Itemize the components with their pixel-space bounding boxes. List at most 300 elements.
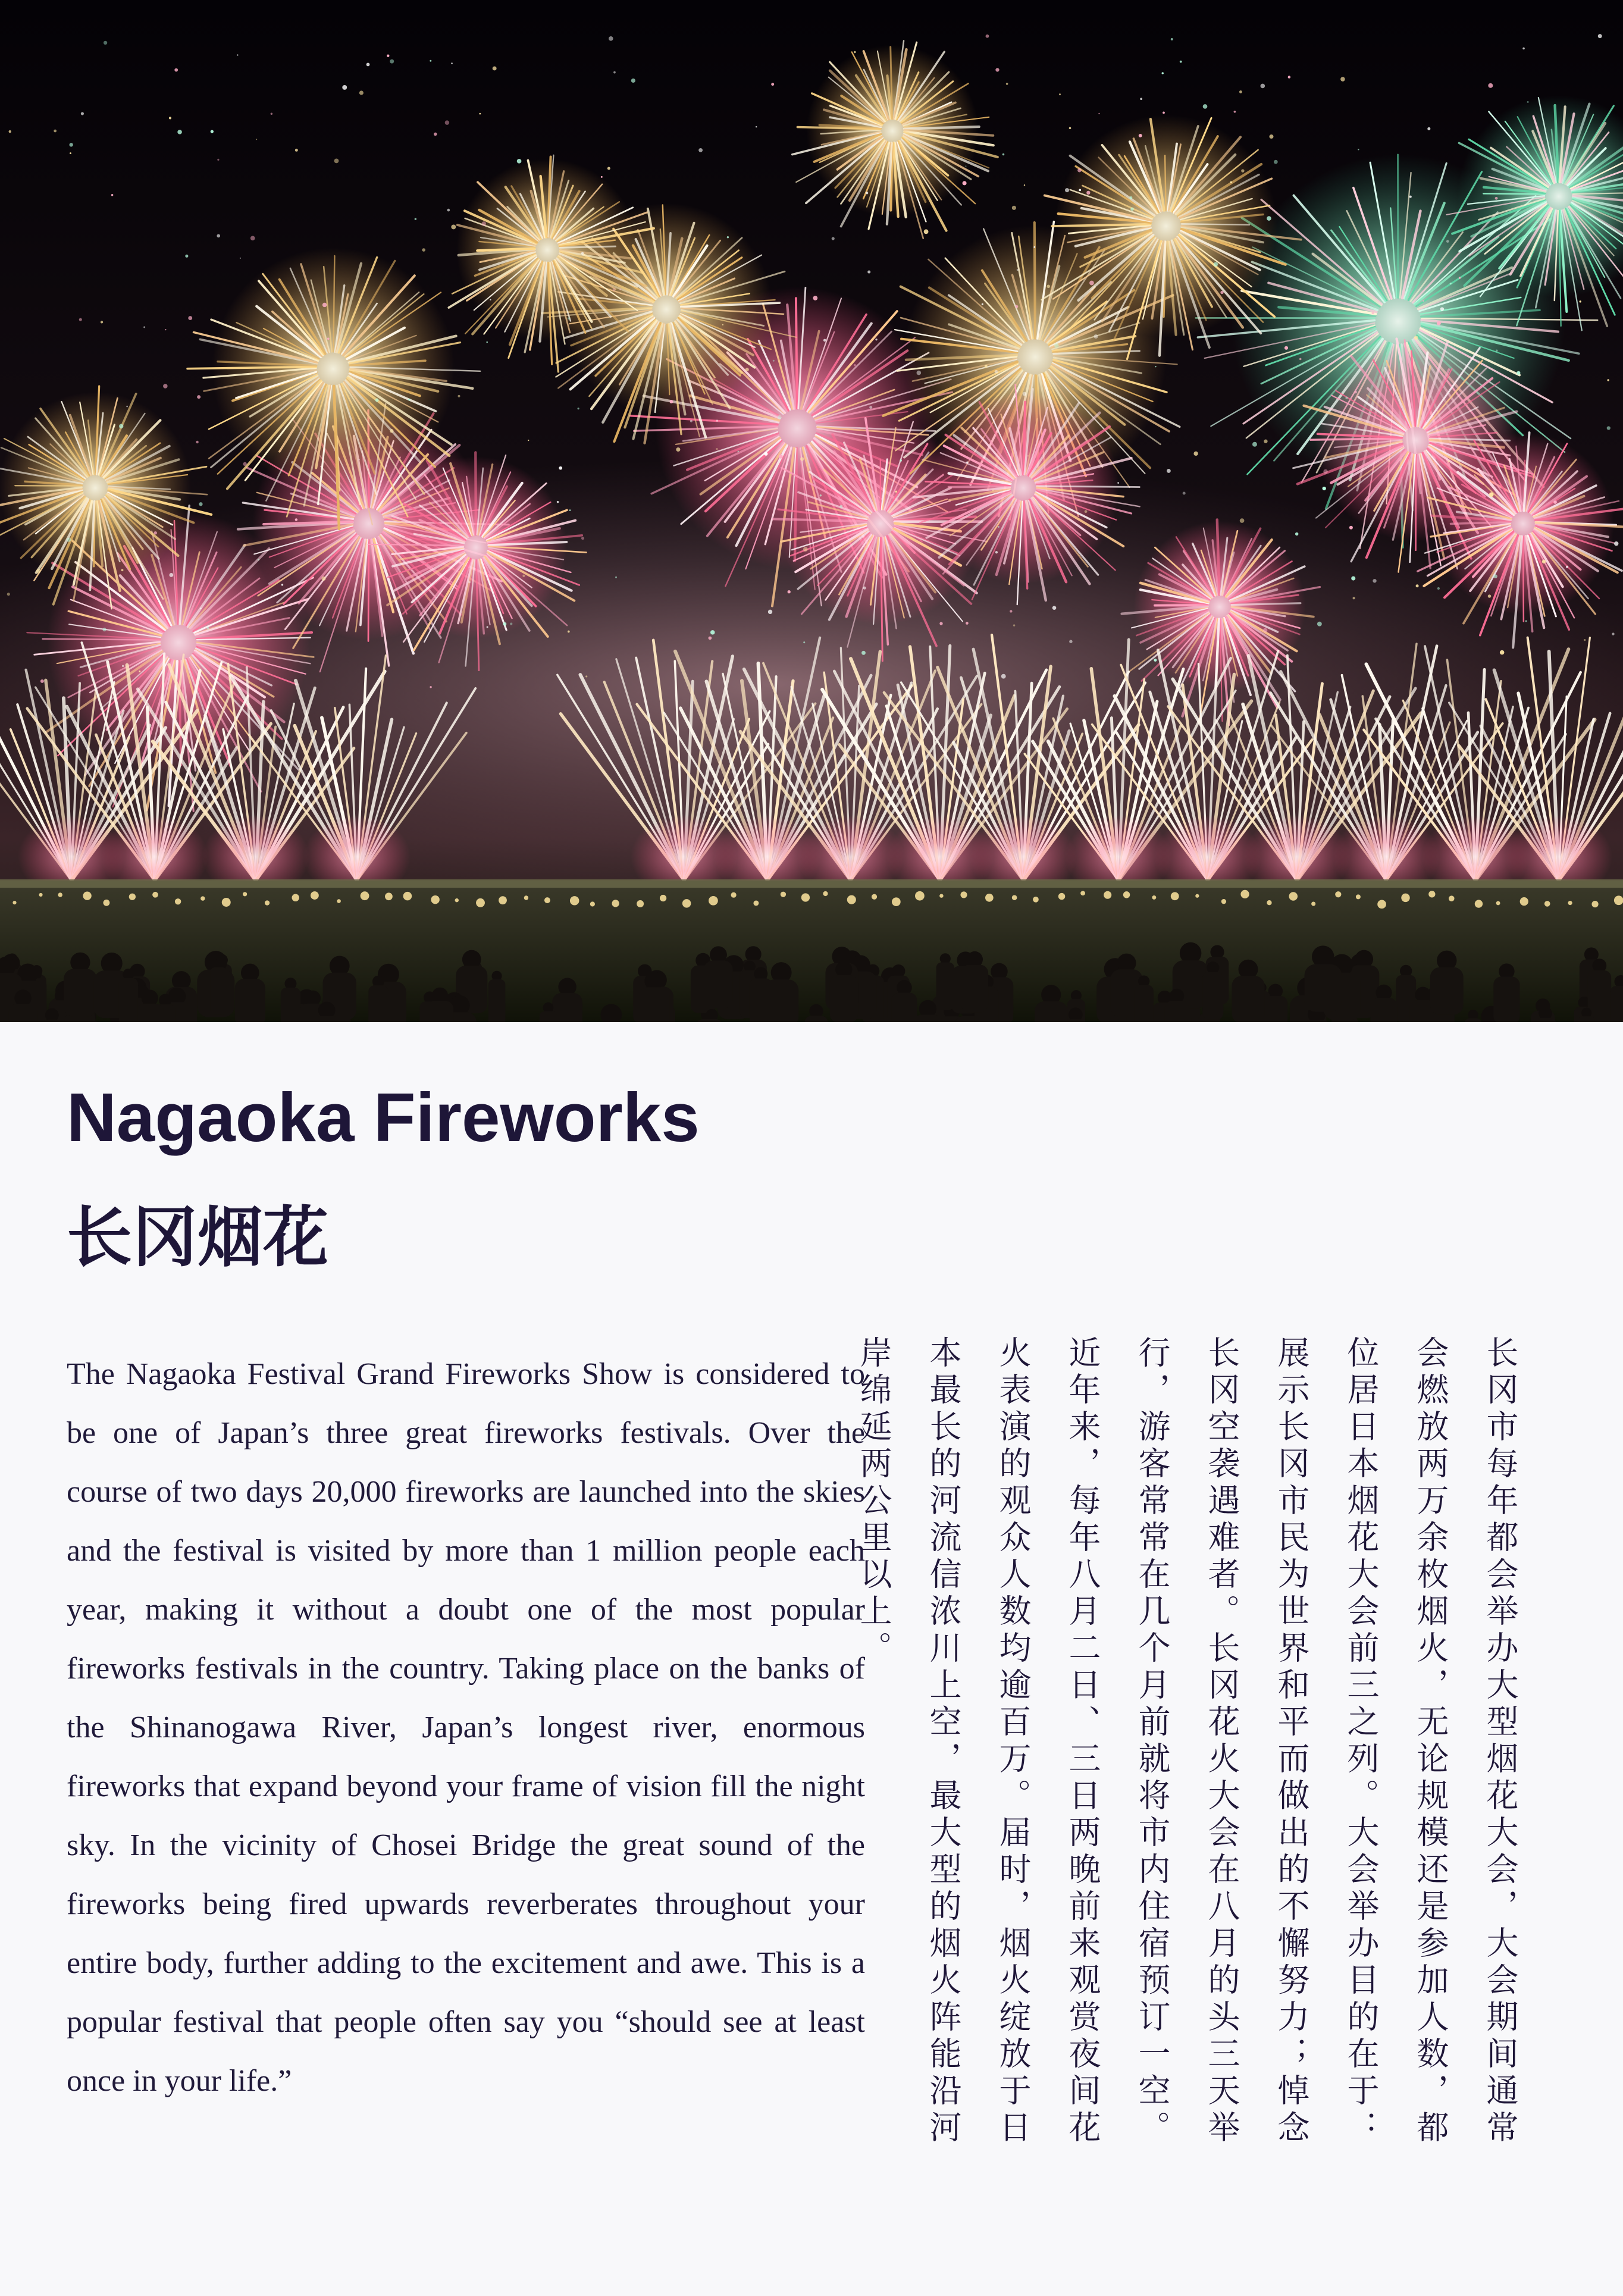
firework-spark — [1311, 438, 1402, 440]
ember — [468, 581, 470, 583]
ember — [898, 96, 899, 97]
bank-light — [1080, 891, 1085, 895]
ember — [1017, 269, 1019, 271]
bank-light — [1449, 895, 1455, 901]
bank-light — [1356, 894, 1361, 899]
ember — [1416, 584, 1419, 587]
spectator-body — [892, 992, 917, 1022]
bank-light — [1058, 893, 1065, 900]
ember — [1183, 492, 1186, 495]
ember — [727, 236, 729, 238]
ember — [1612, 632, 1614, 635]
ember — [101, 321, 103, 323]
ember — [256, 139, 257, 140]
ember — [1437, 587, 1440, 590]
ember — [1012, 206, 1016, 210]
spectator-body — [1588, 970, 1611, 1018]
ember — [1171, 38, 1173, 40]
ember — [188, 316, 192, 320]
ember — [1488, 594, 1492, 598]
ember — [1584, 639, 1586, 641]
bank-light — [200, 896, 205, 900]
bank-light — [637, 900, 644, 907]
ember — [803, 641, 805, 643]
ember — [866, 192, 868, 194]
ember — [143, 326, 145, 328]
ember — [1069, 640, 1072, 643]
spectator-body — [1578, 1016, 1595, 1022]
ember — [1323, 487, 1326, 490]
ember — [1345, 397, 1348, 399]
ember — [669, 400, 673, 403]
ember — [1098, 113, 1099, 114]
ember — [422, 248, 425, 252]
ember — [67, 538, 71, 542]
bank-light — [83, 891, 91, 900]
ember — [359, 90, 364, 95]
ember — [559, 466, 562, 470]
ember — [1234, 111, 1236, 113]
ember — [965, 165, 966, 167]
ember — [1203, 104, 1208, 109]
ember — [1522, 48, 1525, 50]
ember — [1155, 366, 1157, 367]
ember — [1614, 541, 1618, 546]
bank-light — [152, 892, 158, 898]
spectator-body — [1134, 985, 1153, 1022]
ember — [1015, 305, 1018, 308]
ember — [217, 234, 220, 238]
ember — [199, 502, 202, 506]
bank-light — [753, 900, 759, 906]
ember — [445, 120, 450, 125]
spectator-body — [638, 987, 669, 1022]
spectator-body — [1305, 964, 1342, 1012]
ember — [295, 518, 297, 521]
ember — [1580, 300, 1581, 302]
ember — [197, 395, 200, 399]
ember — [1358, 149, 1359, 150]
bank-light — [1568, 901, 1572, 905]
ember — [1517, 371, 1520, 375]
bank-light — [590, 901, 595, 906]
ember — [119, 424, 123, 428]
bank-light — [129, 894, 136, 900]
ember — [1033, 246, 1035, 248]
spectator-body — [830, 975, 858, 1022]
ember — [1437, 321, 1441, 325]
ember — [690, 420, 693, 422]
ember — [447, 209, 450, 212]
spectator-body — [9, 1004, 37, 1022]
ember — [1260, 84, 1265, 89]
ember — [1355, 391, 1357, 393]
ember — [1086, 191, 1090, 195]
bank-light — [781, 892, 786, 897]
ember — [1220, 291, 1223, 294]
ember — [174, 68, 178, 72]
spectator-body — [1610, 986, 1623, 1022]
firework-spark — [368, 540, 369, 641]
ember — [1495, 197, 1498, 200]
bank-light — [1311, 902, 1315, 906]
spectator-body — [488, 979, 506, 1022]
ember — [217, 159, 219, 161]
spectator-body — [368, 985, 388, 1022]
ember — [557, 501, 559, 503]
ember — [1006, 83, 1008, 85]
ember — [1459, 277, 1461, 278]
bank-light — [58, 892, 62, 897]
ember — [577, 408, 579, 409]
ember — [800, 457, 804, 461]
ember — [813, 296, 818, 300]
ember — [1085, 510, 1088, 513]
ember — [211, 130, 214, 133]
ember — [1130, 208, 1134, 211]
ember — [327, 337, 330, 340]
ember — [334, 158, 339, 163]
ember — [998, 526, 1000, 528]
ember — [1317, 622, 1322, 627]
ember — [992, 490, 994, 491]
spectator-body — [704, 960, 732, 1008]
ember — [1340, 77, 1345, 82]
ember — [1349, 526, 1353, 530]
ember — [1352, 597, 1355, 599]
ember — [1607, 379, 1609, 381]
ember — [7, 593, 10, 596]
ember — [1527, 101, 1529, 103]
ember — [434, 133, 437, 136]
ember — [607, 167, 610, 170]
ember — [359, 459, 360, 460]
bank-light — [1123, 891, 1130, 898]
spectator-body — [961, 965, 988, 1013]
ember — [756, 126, 757, 128]
ember — [1598, 34, 1602, 38]
ember — [615, 577, 617, 578]
bank-light — [1104, 891, 1111, 899]
ember — [768, 610, 772, 614]
ember — [1027, 455, 1029, 456]
fireworks-photo — [0, 0, 1623, 1022]
ember — [771, 83, 774, 86]
bank-light — [243, 892, 247, 896]
ember — [709, 637, 712, 640]
ember — [698, 148, 703, 152]
ember — [1240, 518, 1245, 523]
ember — [568, 631, 570, 633]
ember — [832, 237, 835, 240]
ember — [321, 577, 325, 581]
firework-spark — [1483, 193, 1544, 194]
ember — [271, 113, 272, 115]
ember — [479, 113, 481, 115]
bank-light — [524, 895, 528, 900]
ember — [773, 360, 775, 362]
ember — [70, 152, 71, 154]
bank-light — [682, 899, 691, 907]
ember — [1295, 533, 1298, 535]
ember — [966, 461, 968, 463]
ember — [585, 675, 587, 677]
english-description: The Nagaoka Festival Grand Fireworks Show is considered to be one of Japan’s three great fireworks festivals. Over the course of two days 20,000 fireworks are launched into the skies and the festival is visited by more than 1 million people each year, making it without a doubt one of the most popular fireworks festivals in the country. Taking place on the banks of the Shinanogawa River, Japan’s longest river, enormous fireworks that expand beyond your frame of vision fill the night sky. In the vicinity of Chosei Bridge the great sound of the fireworks being fired upwards reverberates throughout your entire body, further adding to the excitement and awe. This is a popular festival that people often say you “should see at least once in your life.” — [67, 1357, 865, 2098]
ember — [482, 221, 486, 225]
bank-light — [1033, 897, 1039, 903]
spectator-body — [1202, 972, 1223, 1020]
spectator-body — [1232, 976, 1265, 1022]
ember — [1001, 674, 1006, 679]
bank-light — [872, 894, 877, 900]
ember — [1542, 560, 1546, 563]
bank-light — [265, 900, 270, 905]
bank-light — [1544, 901, 1550, 907]
ember — [995, 551, 998, 553]
ember — [1069, 127, 1071, 129]
ember — [139, 671, 141, 672]
spectator-body — [119, 978, 138, 1022]
ember — [528, 440, 529, 441]
bank-light — [1152, 895, 1156, 900]
ember — [601, 176, 603, 178]
ember — [1414, 336, 1418, 340]
ember — [1193, 452, 1198, 456]
ember — [1180, 61, 1182, 63]
spectator-body — [210, 967, 227, 1015]
firework-spark — [1165, 155, 1166, 210]
ember — [1010, 610, 1012, 612]
ember — [79, 318, 82, 321]
ember — [823, 339, 826, 342]
ember — [366, 62, 370, 66]
bank-light — [476, 898, 485, 907]
ember — [1079, 189, 1081, 191]
ember — [153, 531, 157, 535]
ember — [1047, 284, 1050, 288]
firework-spark — [43, 639, 160, 640]
spectator-body — [281, 988, 300, 1022]
ember — [613, 71, 616, 74]
ember — [415, 218, 416, 220]
ember — [568, 317, 569, 319]
ember — [863, 587, 866, 590]
bank-light — [431, 895, 439, 904]
ember — [163, 384, 168, 389]
ember — [102, 628, 106, 631]
bank-light — [1475, 900, 1483, 907]
ember — [738, 451, 739, 452]
ember — [613, 289, 615, 291]
bank-light — [12, 901, 16, 904]
ember — [1167, 469, 1171, 473]
ember — [1288, 76, 1291, 79]
ember — [1323, 469, 1327, 474]
bank-light — [660, 895, 666, 901]
bank-light — [1335, 891, 1341, 897]
ember — [522, 575, 525, 577]
ember — [1163, 111, 1165, 114]
ember — [609, 36, 613, 41]
ember — [854, 364, 856, 367]
ember — [966, 622, 969, 625]
spectator-body — [235, 979, 265, 1022]
ember — [165, 329, 166, 330]
ember — [1427, 127, 1430, 130]
ember — [503, 622, 507, 626]
ember — [1059, 93, 1061, 95]
ember — [451, 224, 456, 229]
ember — [295, 149, 298, 152]
ember — [54, 130, 57, 133]
spectator-body — [805, 1016, 828, 1022]
bank-light — [103, 900, 109, 906]
bank-light — [709, 896, 718, 906]
ember — [1024, 184, 1025, 186]
ember — [206, 627, 209, 629]
ember — [122, 665, 124, 667]
ember — [1154, 659, 1157, 662]
bank-light — [985, 894, 994, 902]
ember — [1448, 461, 1450, 463]
ember — [81, 112, 84, 115]
ember — [716, 419, 718, 421]
ember — [861, 651, 866, 655]
ember — [408, 399, 411, 401]
ember — [1241, 169, 1244, 172]
ember — [490, 299, 491, 300]
ember — [986, 35, 989, 38]
ember — [121, 569, 124, 571]
bank-light — [499, 896, 507, 904]
ember — [1284, 346, 1288, 350]
bank-light — [1428, 891, 1435, 897]
ember — [1269, 134, 1273, 139]
spectator-body — [936, 962, 954, 1010]
ember — [1299, 358, 1302, 361]
ember — [710, 630, 715, 635]
page-title: Nagaoka Fireworks — [67, 1079, 700, 1156]
bank-light — [544, 897, 550, 903]
bank-light — [1496, 901, 1500, 906]
ember — [581, 537, 584, 540]
spectator-body — [1370, 998, 1397, 1022]
ember — [1409, 196, 1412, 198]
ember — [387, 55, 389, 57]
ember — [1500, 650, 1504, 654]
bank-light — [455, 898, 459, 902]
bank-light — [39, 893, 42, 897]
ember — [1013, 624, 1015, 626]
ember — [177, 130, 182, 134]
bank-light — [175, 898, 181, 904]
ember — [1274, 160, 1278, 164]
ember — [569, 509, 571, 511]
ember — [1094, 334, 1098, 339]
ember — [1230, 181, 1232, 183]
ember — [69, 143, 73, 146]
ember — [1263, 628, 1267, 632]
chinese-description: 长冈市每年都会举办大型烟花大会，大会期间通常会燃放两万余枚烟火，无论规模还是参加人数，都位居日本烟花大会前三之列。大会举办目的在于：展示长冈市民为世界和平而做出的不懈努力；悼念长冈空袭遇难者。长冈花火大会在八月的头三天举行，游客常常在几个月前就将市内住宿预订一空。近年来，每年八月二日、三日两晚前来观赏夜间花火表演的观众人数均逾百万。届时，烟火绽放于日本最长的河流信浓川上空，最大型的烟火阵能沿河岸绵延两公里以上。 — [855, 1336, 1519, 2147]
ember — [1023, 392, 1027, 396]
spectator-body — [1165, 1001, 1189, 1022]
ember — [1496, 350, 1498, 352]
ember — [1566, 566, 1568, 568]
ember — [36, 569, 40, 573]
ember — [493, 66, 497, 70]
ember — [722, 324, 723, 325]
bank-light — [1267, 900, 1271, 905]
ember — [1129, 196, 1132, 199]
ember — [631, 79, 635, 83]
bank-light — [1240, 890, 1249, 898]
ember — [854, 51, 856, 54]
bank-light — [1289, 892, 1298, 901]
ember — [1450, 283, 1452, 284]
ember — [1065, 188, 1069, 192]
ember — [1488, 83, 1493, 88]
bank-light — [337, 899, 341, 903]
bank-light — [1614, 895, 1623, 905]
ember — [104, 41, 107, 45]
ember — [126, 406, 128, 408]
firework-glow — [0, 392, 192, 584]
firework-spark — [475, 452, 476, 534]
ember — [240, 258, 241, 259]
ember — [169, 573, 173, 577]
ember — [1264, 440, 1267, 443]
ember — [924, 229, 929, 234]
ember — [322, 303, 327, 307]
ember — [243, 462, 246, 466]
ember — [375, 399, 379, 402]
ember — [517, 159, 522, 164]
bank-light — [1401, 894, 1409, 902]
spectator-body — [64, 969, 96, 1016]
bank-light — [1195, 894, 1199, 898]
bank-light — [939, 894, 943, 897]
spectator-body — [540, 1011, 557, 1022]
ember — [1373, 579, 1376, 582]
bank-light — [1591, 901, 1598, 907]
ember — [1371, 312, 1374, 315]
bank-light — [823, 891, 828, 896]
ember — [390, 59, 394, 64]
ember — [1493, 574, 1497, 578]
ember — [1446, 240, 1449, 243]
ember — [258, 559, 259, 560]
bank-light — [915, 891, 925, 901]
ember — [1607, 426, 1611, 430]
ember — [839, 505, 842, 508]
ember — [1117, 482, 1119, 484]
bank-light — [892, 897, 901, 906]
ember — [1077, 168, 1082, 173]
ember — [1553, 500, 1557, 504]
ember — [867, 271, 870, 274]
ember — [716, 448, 717, 450]
bank-light — [847, 895, 856, 904]
ember — [764, 452, 767, 456]
ember — [963, 181, 967, 185]
ember — [1002, 154, 1005, 156]
bank-light — [801, 893, 810, 901]
bank-light — [361, 891, 369, 900]
bank-light — [403, 892, 412, 901]
ember — [40, 679, 44, 683]
ember — [1054, 343, 1058, 347]
bank-light — [731, 892, 737, 898]
